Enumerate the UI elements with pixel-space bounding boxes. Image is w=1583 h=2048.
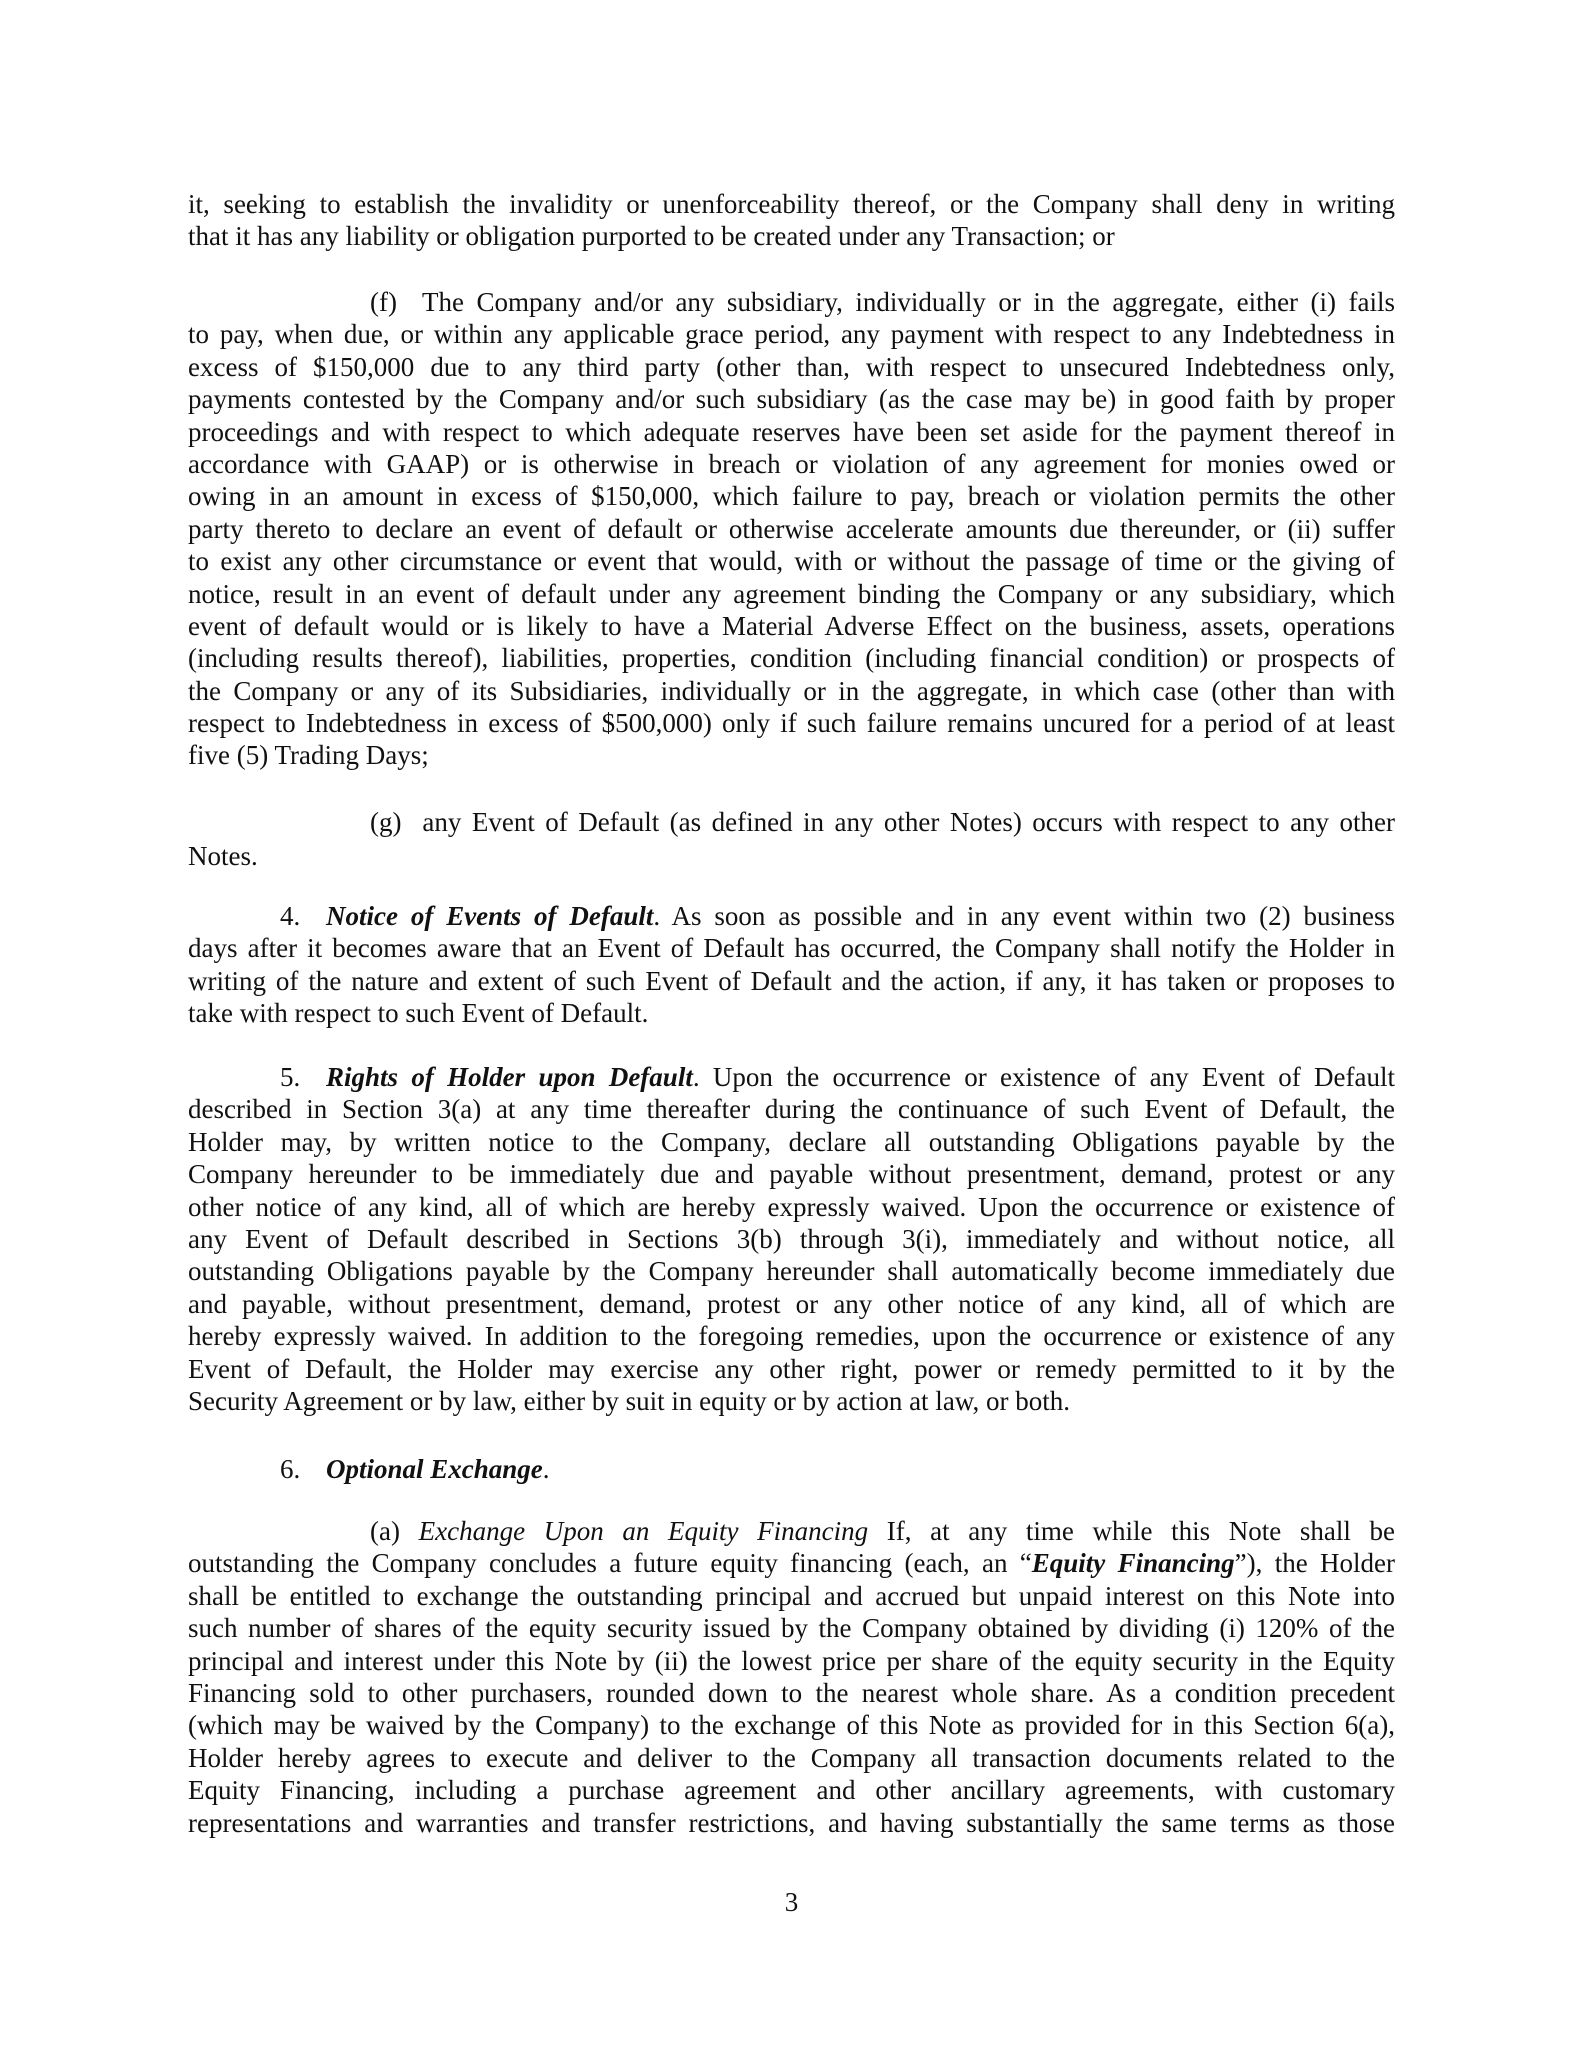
text-line: Equity Financing, including a purchase agreement and other ancillary agreements, with customary	[188, 1775, 1395, 1806]
text-line: take with respect to such Event of Default.	[188, 998, 649, 1029]
text-line: Holder hereby agrees to execute and deliver to the Company all transaction documents related to the	[188, 1742, 1395, 1773]
text-line: party thereto to declare an event of default or otherwise accelerate amounts due thereunder, or (ii) suffer	[188, 513, 1395, 544]
text-line: described in Section 3(a) at any time thereafter during the continuance of such Event of Default, the	[188, 1094, 1395, 1125]
section-title: Rights of Holder upon Default	[326, 1062, 693, 1092]
paragraph-continuation	[188, 188, 1395, 253]
section-number: 5.	[280, 1062, 301, 1092]
section-5-first-line	[188, 1061, 1395, 1093]
clause-g	[188, 806, 1395, 838]
text-segment: ”), the Holder	[1234, 1548, 1396, 1579]
text-line: it, seeking to establish the invalidity or unenforceability thereof, or the Company shall deny in writing	[188, 189, 1395, 219]
section-4-first-line	[188, 900, 1395, 932]
section-4	[188, 900, 1395, 1030]
clause-6a	[188, 1515, 1395, 1839]
section-title-suffix: .	[542, 1454, 550, 1484]
text-line: and payable, without presentment, demand, protest or any other notice of any kind, all of which are	[188, 1288, 1395, 1319]
text-line: accordance with GAAP) or is otherwise in breach or violation of any agreement for monies owed or	[188, 448, 1395, 479]
text-line: other notice of any kind, all of which are hereby expressly waived. Upon the occurrence or existence of	[188, 1191, 1395, 1222]
clause-title: Exchange Upon an Equity Financing	[418, 1516, 869, 1546]
clause-text: The Company and/or any subsidiary, individually or in the aggregate, either (i) fails	[422, 287, 1396, 317]
text-line: Holder may, by written notice to the Company, declare all outstanding Obligations payable by the	[188, 1126, 1395, 1157]
text-line: such number of shares of the equity security issued by the Company obtained by dividing (i) 120% of the	[188, 1613, 1395, 1644]
text-line: proceedings and with respect to which adequate reserves have been set aside for the payment thereof in	[188, 416, 1395, 447]
text-line: writing of the nature and extent of such Event of Default and the action, if any, it has taken or proposes to	[188, 965, 1395, 996]
section-number: 6.	[280, 1454, 301, 1484]
text-line: representations and warranties and transfer restrictions, and having substantially the same terms as those	[188, 1807, 1395, 1838]
text-line: Security Agreement or by law, either by suit in equity or by action at law, or both.	[188, 1385, 1071, 1416]
text-line: respect to Indebtedness in excess of $500,000) only if such failure remains uncured for a period of at least	[188, 708, 1395, 739]
clause-f	[188, 286, 1395, 772]
text-line: any Event of Default described in Sections 3(b) through 3(i), immediately and without notice, all	[188, 1223, 1395, 1254]
section-5	[188, 1061, 1395, 1417]
text-line: Event of Default, the Holder may exercise any other right, power or remedy permitted to it by the	[188, 1353, 1395, 1384]
clause-g-first-line	[188, 806, 1395, 838]
clause-text: If, at any time while this Note shall be	[868, 1516, 1395, 1546]
clause-g-continuation	[188, 840, 1395, 872]
text-line: notice, result in an event of default under any agreement binding the Company or any subsidiary, which	[188, 578, 1395, 609]
text-line: shall be entitled to exchange the outstanding principal and accrued but unpaid interest on this Note into	[188, 1580, 1395, 1611]
text-line: hereby expressly waived. In addition to the foregoing remedies, upon the occurrence or existence of any	[188, 1321, 1395, 1352]
section-6-heading	[188, 1453, 1395, 1485]
section-text: . As soon as possible and in any event within two (2) business	[653, 901, 1396, 931]
clause-6a-first-line	[188, 1515, 1395, 1547]
clause-6a-second-line	[188, 1547, 1395, 1579]
text-line: payments contested by the Company and/or such subsidiary (as the case may be) in good faith by proper	[188, 384, 1395, 415]
page-number: 3	[784, 1887, 799, 1917]
text-line: days after it becomes aware that an Event of Default has occurred, the Company shall notify the Holder in	[188, 933, 1395, 964]
text-line: (which may be waived by the Company) to the exchange of this Note as provided for in this Section 6(a),	[188, 1710, 1395, 1741]
section-number: 4.	[280, 901, 301, 931]
text-line: that it has any liability or obligation purported to be created under any Transaction; or	[188, 221, 1115, 252]
text-line: Company hereunder to be immediately due and payable without presentment, demand, protest or any	[188, 1159, 1395, 1190]
text-line: to pay, when due, or within any applicable grace period, any payment with respect to any Indebtedness in	[188, 319, 1395, 350]
text-line: (including results thereof), liabilities, properties, condition (including financial condition) or prospects of	[188, 643, 1395, 674]
section-title: Notice of Events of Default	[326, 901, 654, 931]
text-segment: outstanding the Company concludes a future equity financing (each, an “	[188, 1548, 1032, 1579]
text-line: owing in an amount in excess of $150,000, which failure to pay, breach or violation permits the other	[188, 481, 1395, 512]
text-line: to exist any other circumstance or event that would, with or without the passage of time or the giving of	[188, 546, 1395, 577]
text-line: the Company or any of its Subsidiaries, individually or in the aggregate, in which case (other than with	[188, 675, 1395, 706]
text-line: principal and interest under this Note by (ii) the lowest price per share of the equity security in the Equity	[188, 1645, 1395, 1676]
clause-label: (a)	[370, 1516, 400, 1546]
text-line: outstanding Obligations payable by the Company hereunder shall automatically become immediately due	[188, 1256, 1395, 1287]
clause-label: (f)	[370, 287, 397, 317]
text-line: event of default would or is likely to have a Material Adverse Effect on the business, assets, operations	[188, 610, 1395, 641]
text-line: Financing sold to other purchasers, rounded down to the nearest whole share. As a condition precedent	[188, 1677, 1395, 1708]
section-6	[188, 1453, 1395, 1485]
text-line: Notes.	[188, 841, 258, 871]
text-line: five (5) Trading Days;	[188, 740, 429, 771]
text-line: excess of $150,000 due to any third party (other than, with respect to unsecured Indebtedness only,	[188, 351, 1395, 382]
clause-label: (g)	[370, 807, 402, 837]
section-text: . Upon the occurrence or existence of any Event of Default	[692, 1062, 1395, 1092]
section-title: Optional Exchange	[326, 1454, 543, 1484]
clause-f-first-line	[188, 286, 1395, 318]
defined-term: Equity Financing	[1031, 1548, 1235, 1579]
clause-text: any Event of Default (as defined in any other Notes) occurs with respect to any other	[422, 807, 1395, 837]
